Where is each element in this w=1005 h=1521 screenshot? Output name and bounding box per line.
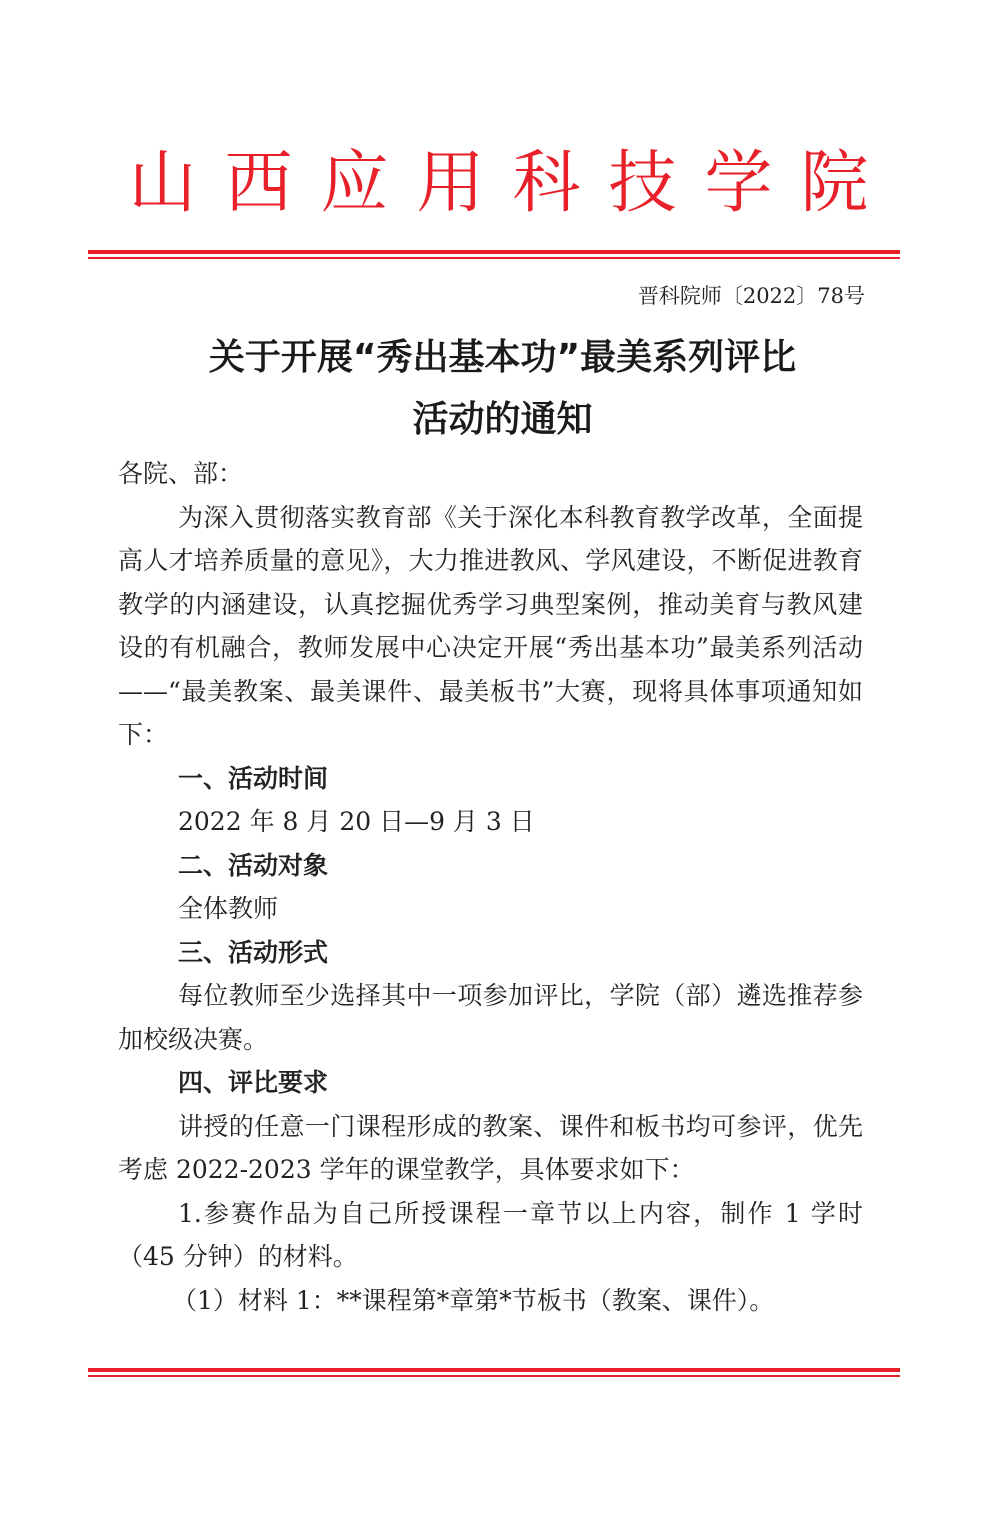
- footer-divider-thin-line: [88, 1375, 900, 1377]
- masthead-org-name: 山西应用科技学院: [128, 144, 897, 223]
- salutation: 各院、部：: [118, 459, 244, 488]
- section-content-time: 2022 年 8 月 20 日—9 月 3 日: [178, 807, 535, 836]
- section-heading-format: 三、活动形式: [178, 937, 329, 967]
- section-heading-time: 一、活动时间: [178, 763, 329, 793]
- footer-divider: [88, 1368, 900, 1377]
- requirement-item-1-sub: （1）材料 1：**课程第*章第*节板书（教案、课件）。: [172, 1285, 775, 1315]
- section-content-participants: 全体教师: [178, 894, 279, 923]
- document-title-line-1: 关于开展“秀出基本功”最美系列评比: [208, 337, 797, 378]
- document-title-line-2: 活动的通知: [412, 399, 593, 440]
- requirement-item-1: 1.参赛作品为自己所授课程一章节以上内容，制作 1 学时（45 分钟）的材料。: [118, 1198, 863, 1271]
- masthead-divider: [88, 250, 900, 259]
- section-heading-requirements: 四、评比要求: [178, 1068, 329, 1097]
- divider-thick-line: [88, 250, 900, 254]
- section-content-format: 每位教师至少选择其中一项参加评比，学院（部）遴选推荐参加校级决赛。: [118, 981, 863, 1054]
- section-content-requirements: 讲授的任意一门课程形成的教案、课件和板书均可参评，优先考虑 2022-2023 学年的课堂教学，具体要求如下：: [118, 1111, 863, 1184]
- footer-divider-thick-line: [88, 1368, 900, 1372]
- divider-thin-line: [88, 257, 900, 259]
- document-number: 晋科院师〔2022〕78号: [637, 284, 865, 308]
- document-body: [118, 452, 863, 1322]
- section-heading-participants: 二、活动对象: [178, 850, 329, 880]
- intro-paragraph: 为深入贯彻落实教育部《关于深化本科教育教学改革，全面提高人才培养质量的意见》，大力推进教风、学风建设，不断促进教育教学的内涵建设，认真挖掘优秀学习典型案例，推动美育与教风建设的有机融合，教师发展中心决定开展“秀出基本功”最美系列活动——“最美教案、最美课件、最美板书”大赛，现将具体事项通知如下：: [118, 502, 863, 749]
